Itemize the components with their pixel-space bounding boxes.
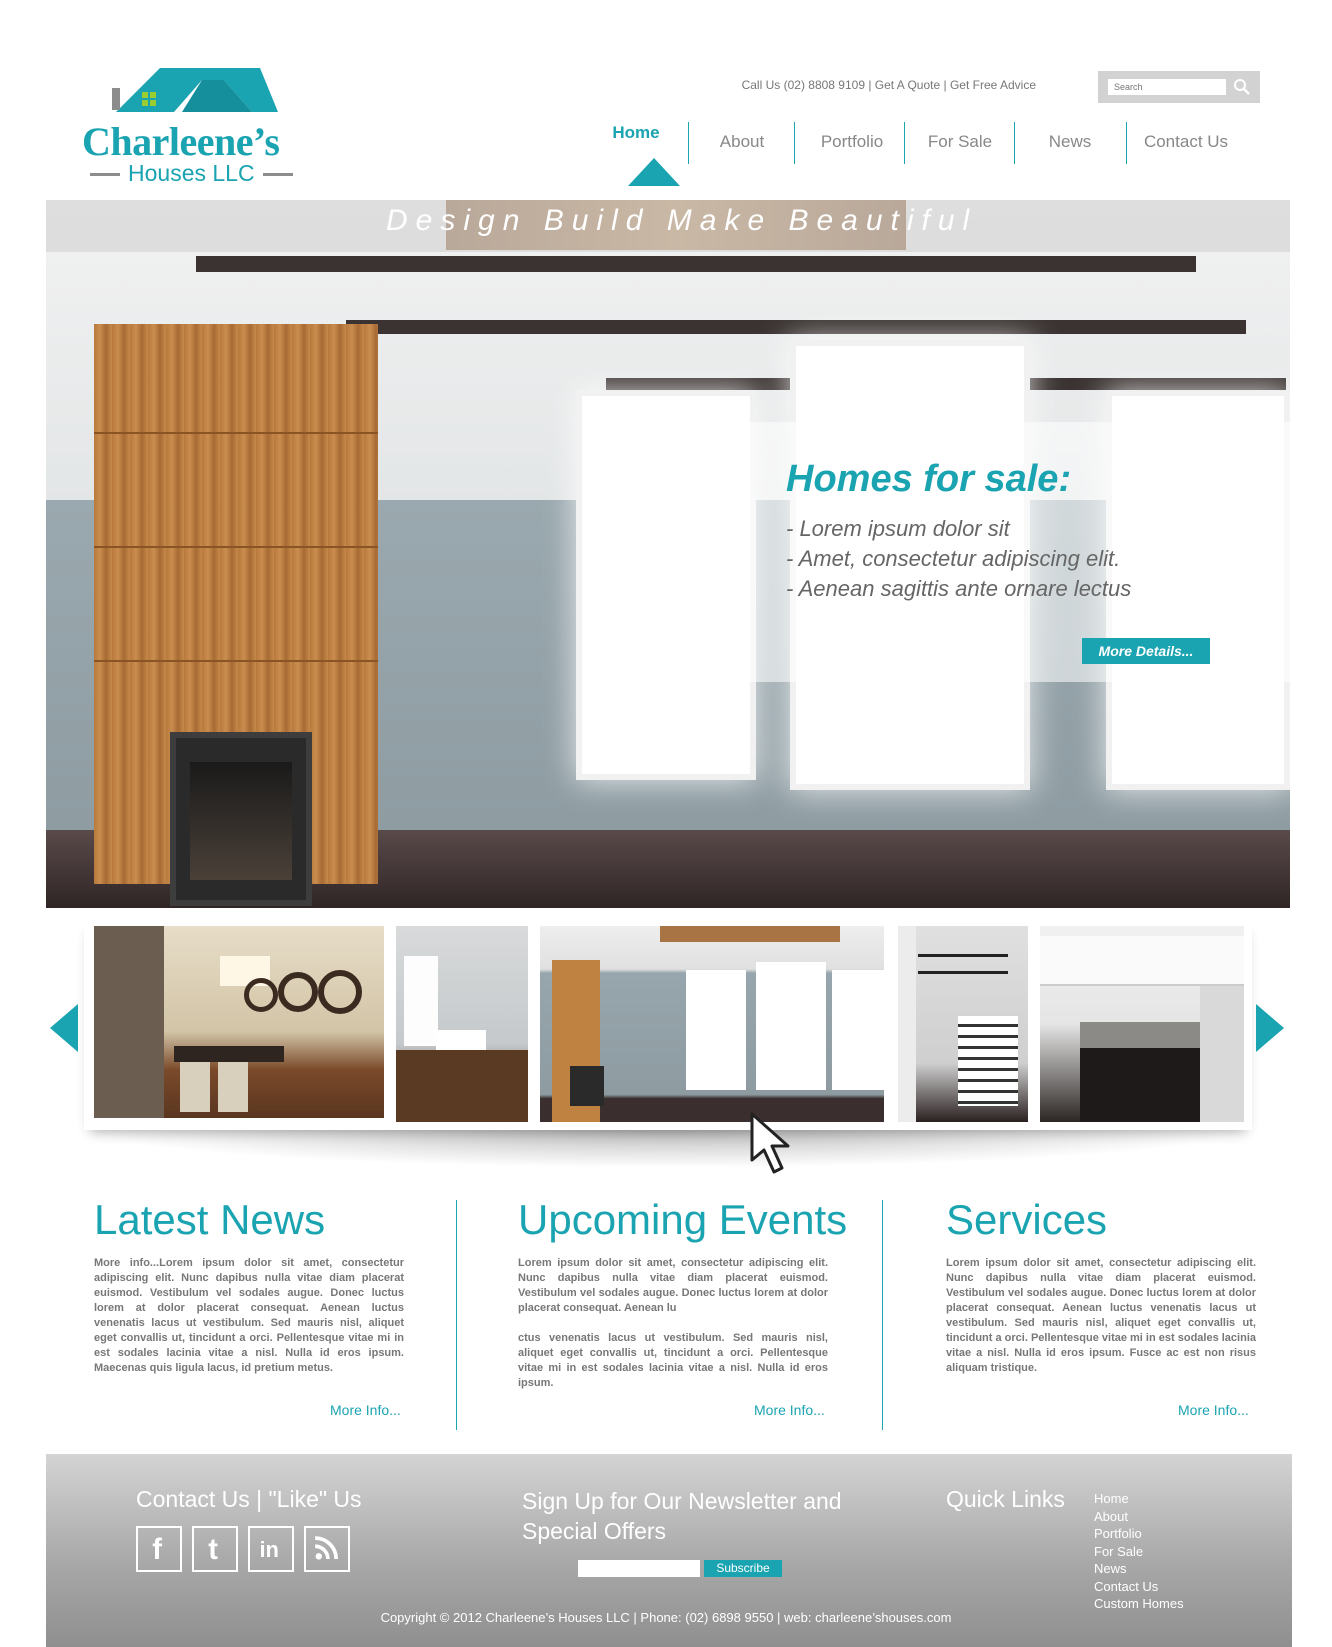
svg-text:t: t: [208, 1534, 219, 1567]
house-roof-icon: [82, 66, 292, 116]
copyright: Copyright © 2012 Charleene’s Houses LLC | Phone: (02) 6898 9550 | web: charleene’shouses.com: [380, 1610, 952, 1625]
fireplace: [170, 732, 312, 906]
linkedin-icon[interactable]: [248, 1526, 294, 1572]
nav-home[interactable]: Home: [612, 123, 660, 142]
newsletter-heading-line2: Special Offers: [522, 1518, 667, 1544]
twitter-icon[interactable]: [192, 1526, 238, 1572]
latest-news-column: [94, 1194, 404, 1391]
nav-about[interactable]: About: [719, 132, 765, 151]
hero-bullet: - Lorem ipsum dolor sit: [786, 516, 1010, 541]
nav-for-sale[interactable]: For Sale: [927, 132, 993, 151]
quick-link-home[interactable]: Home: [1094, 1491, 1129, 1506]
logo[interactable]: [82, 66, 292, 186]
hero-title: Homes for sale:: [786, 458, 1072, 500]
services-more-link[interactable]: More Info...: [1178, 1402, 1249, 1418]
quick-links-heading: Quick Links: [946, 1486, 1065, 1512]
mouse-cursor-icon: [748, 1112, 798, 1176]
brand-name: Charleene’s: [82, 119, 280, 164]
quick-link-contact[interactable]: Contact Us: [1094, 1578, 1159, 1594]
upcoming-events-more-link[interactable]: More Info...: [754, 1402, 825, 1418]
latest-news-title: Latest News: [94, 1196, 326, 1243]
rss-icon[interactable]: [304, 1526, 350, 1572]
column-separator: [882, 1200, 883, 1430]
arrow-right-icon[interactable]: [1256, 1004, 1284, 1052]
more-details-button[interactable]: More Details...: [1082, 638, 1210, 664]
upcoming-events-body: Lorem ipsum dolor sit amet, consectetur adipiscing elit. Nunc dapibus nulla vitae diam placerat euismod. Vestibulum vel sodales augue. Donec luctus lorem at dolor placerat consequat. Aenean lu ctus venenatis lacus ut vestibulum. Sed mauris nisl, aliquet eget convallis ut, tincidunt a orci. Pellentesque vitae mi in est sodales lacinia vitae a nisl. Nulla id eros ipsum.: [518, 1257, 828, 1389]
search-box: [1098, 71, 1260, 103]
column-separator: [456, 1200, 457, 1430]
latest-news-more-link[interactable]: More Info...: [330, 1402, 401, 1418]
carousel-thumb-staircase[interactable]: [898, 926, 1028, 1122]
nav-separator: [794, 122, 795, 164]
services-title: Services: [946, 1196, 1108, 1243]
hero-bullet: - Aenean sagittis ante ornare lectus: [786, 576, 1132, 601]
topbar-contact[interactable]: Call Us (02) 8808 9109 | Get A Quote | Get Free Advice: [741, 78, 1036, 92]
nav-news[interactable]: News: [1048, 132, 1092, 151]
upcoming-events-column: [518, 1194, 848, 1406]
services-column: [946, 1194, 1256, 1391]
nav-separator: [1014, 122, 1015, 164]
nav-active-indicator: [628, 158, 680, 186]
newsletter-email-input[interactable]: [578, 1560, 700, 1577]
carousel-thumb-living-room[interactable]: [540, 926, 884, 1122]
quick-link-for-sale[interactable]: For Sale: [1094, 1543, 1144, 1559]
brand-subname: Houses LLC: [82, 160, 292, 187]
contact-like-heading: Contact Us | "Like" Us: [136, 1486, 362, 1512]
carousel-thumb-kitchen[interactable]: [1040, 926, 1244, 1122]
upcoming-events-title: Upcoming Events: [518, 1196, 848, 1243]
quick-link-news[interactable]: News: [1094, 1561, 1127, 1576]
carousel-thumb-bathroom[interactable]: [396, 926, 528, 1122]
nav-separator: [1126, 122, 1127, 164]
latest-news-body: More info...Lorem ipsum dolor sit amet, consectetur adipiscing elit. Nunc dapibus nulla vitae diam placerat euismod. Vestibulum vel sodales augue. Donec luctus lorem at dolor placerat consequat. Aenean luctus venenatis lacus ut vestibulum. Sed mauris nisl, aliquet eget convallis ut, tincidunt a orci. Pellentesque vitae mi in est sodales lacinia vitae a nisl. Nulla id eros ipsum. Maecenas quis ligula lacus, id pretium metus.: [94, 1257, 404, 1374]
services-body: Lorem ipsum dolor sit amet, consectetur adipiscing elit. Nunc dapibus nulla vitae diam placerat euismod. Vestibulum vel sodales augue. Donec luctus lorem at dolor placerat consequat. Aenean luctus venenatis lacus ut vestibulum. Sed mauris nisl, aliquet eget convallis ut, tincidunt a orci. Pellentesque vitae mi in est sodales lacinia vitae a nisl. Nulla id eros ipsum. Fusce ac est non risus aliquam tristique.: [946, 1257, 1256, 1374]
subscribe-button[interactable]: Subscribe: [704, 1560, 782, 1577]
facebook-icon[interactable]: [136, 1526, 182, 1572]
hero-bullet: - Amet, consectetur adipiscing elit.: [786, 546, 1121, 571]
quick-link-about[interactable]: About: [1094, 1508, 1128, 1524]
quick-links-list: [1094, 1490, 1184, 1613]
nav-separator: [904, 122, 905, 164]
arrow-left-icon[interactable]: [50, 1004, 78, 1052]
svg-text:f: f: [152, 1534, 163, 1567]
nav-separator: [688, 122, 689, 164]
newsletter-heading-line1: Sign Up for Our Newsletter and: [522, 1488, 842, 1514]
svg-text:in: in: [259, 1537, 279, 1563]
search-icon[interactable]: [1232, 77, 1252, 97]
nav-contact[interactable]: Contact Us: [1143, 132, 1229, 151]
quick-link-custom-homes[interactable]: Custom Homes: [1094, 1596, 1184, 1611]
search-input[interactable]: [1108, 79, 1226, 95]
carousel-thumb-dining[interactable]: [94, 926, 384, 1118]
quick-link-portfolio[interactable]: Portfolio: [1094, 1526, 1142, 1541]
hero-tagline: Design Build Make Beautiful: [386, 204, 978, 237]
nav-portfolio[interactable]: Portfolio: [820, 132, 884, 151]
